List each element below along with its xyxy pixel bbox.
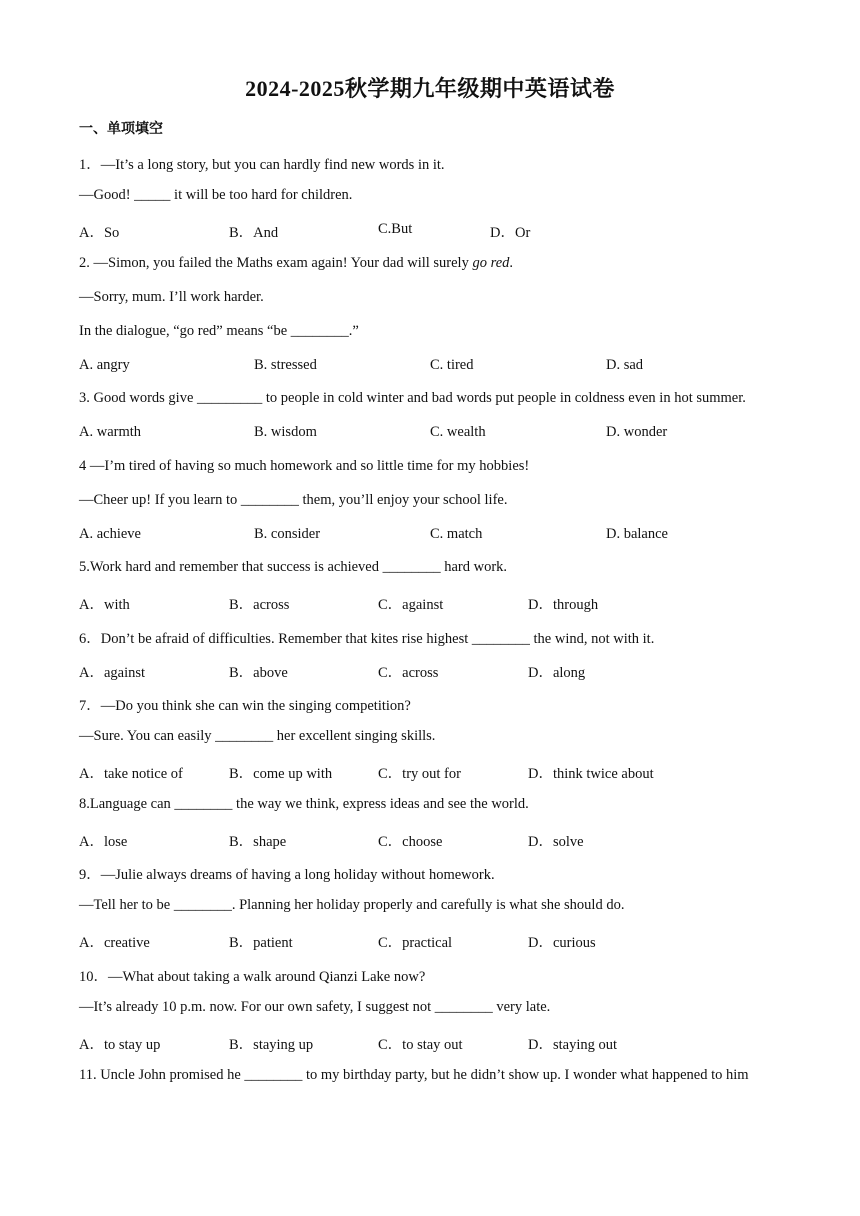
question-7-option-a: A．take notice of [79,766,183,782]
question-4-option-c: C. match [430,526,483,542]
question-10-option-b: B．staying up [229,1037,314,1053]
question-3-stem: 3. Good words give _________ to people in cold winter and bad words put people in coldness even in hot summer. [79,390,746,406]
question-7-stem: 7．—Do you think she can win the singing competition? [79,698,411,714]
question-1-option-a: A．So [79,225,120,241]
question-11-stem: 11. Uncle John promised he ________ to my birthday party, but he didn’t show up. I wonder what happened to him [79,1067,749,1083]
question-9-stem: 9．—Julie always dreams of having a long holiday without homework. [79,867,495,883]
question-1-option-d: D．Or [490,225,531,241]
question-3-option-c: C. wealth [430,424,486,440]
question-10-option-a: A．to stay up [79,1037,161,1053]
question-9-option-b: B．patient [229,935,293,951]
question-10-option-d: D．staying out [528,1037,618,1053]
question-2-option-c: C. tired [430,357,474,373]
question-8-option-c: C．choose [378,834,443,850]
question-1-option-b: B．And [229,225,279,241]
question-9-option-d: D．curious [528,935,596,951]
question-1-stem: 1．—It’s a long story, but you can hardly find new words in it. [79,157,445,173]
question-10-line2: —It’s already 10 p.m. now. For our own safety, I suggest not ________ very late. [79,999,551,1015]
question-3-option-d: D. wonder [606,424,668,440]
question-2-stem-italic: go red [472,255,510,271]
question-4-option-b: B. consider [254,526,321,542]
question-6-option-a: A．against [79,665,146,681]
question-2-stem-prefix: 2. —Simon, you failed the Maths exam again! Your dad will surely [79,255,473,271]
question-5-option-c: C．against [378,597,444,613]
question-4-stem: 4 —I’m tired of having so much homework and so little time for my hobbies! [79,458,530,474]
question-5-option-d: D．through [528,597,599,613]
question-2-option-b: B. stressed [254,357,317,373]
question-1-option-c: C.But [378,221,413,237]
question-9-option-a: A．creative [79,935,150,951]
question-2-option-a: A. angry [79,357,130,373]
question-5-stem: 5.Work hard and remember that success is achieved ________ hard work. [79,559,508,575]
question-8-stem: 8.Language can ________ the way we think, express ideas and see the world. [79,796,529,812]
question-6-option-c: C．across [378,665,439,681]
question-7-line2: —Sure. You can easily ________ her excellent singing skills. [79,728,436,744]
question-2-option-d: D. sad [606,357,644,373]
section-heading: 一、单项填空 [79,121,163,137]
question-9-option-c: C．practical [378,935,453,951]
question-5-option-b: B．across [229,597,290,613]
question-4-option-a: A. achieve [79,526,141,542]
question-10-option-c: C．to stay out [378,1037,463,1053]
question-6-option-d: D．along [528,665,586,681]
question-3-option-b: B. wisdom [254,424,317,440]
question-6-stem: 6．Don’t be afraid of difficulties. Remember that kites rise highest ________ the wind, not with it. [79,631,655,647]
question-7-option-b: B．come up with [229,766,333,782]
question-9-line2: —Tell her to be ________. Planning her holiday properly and carefully is what she should do. [79,897,625,913]
question-8-option-a: A．lose [79,834,128,850]
question-2-line2: —Sorry, mum. I’ll work harder. [79,289,264,305]
question-4-line2: —Cheer up! If you learn to ________ them, you’ll enjoy your school life. [79,492,508,508]
question-6-option-b: B．above [229,665,288,681]
question-5-option-a: A．with [79,597,130,613]
question-7-option-d: D．think twice about [528,766,654,782]
question-2-line3: In the dialogue, “go red” means “be ________.” [79,323,359,339]
question-8-option-d: D．solve [528,834,584,850]
question-3-option-a: A. warmth [79,424,142,440]
question-2-stem-suffix: . [509,255,514,271]
page-title: 2024-2025秋学期九年级期中英语试卷 [245,76,615,101]
question-2-stem [79,255,513,272]
question-1-line2: —Good! _____ it will be too hard for children. [79,187,353,203]
question-7-option-c: C．try out for [378,766,461,782]
question-8-option-b: B．shape [229,834,287,850]
question-10-stem: 10．—What about taking a walk around Qianzi Lake now? [79,969,426,985]
question-4-option-d: D. balance [606,526,668,542]
